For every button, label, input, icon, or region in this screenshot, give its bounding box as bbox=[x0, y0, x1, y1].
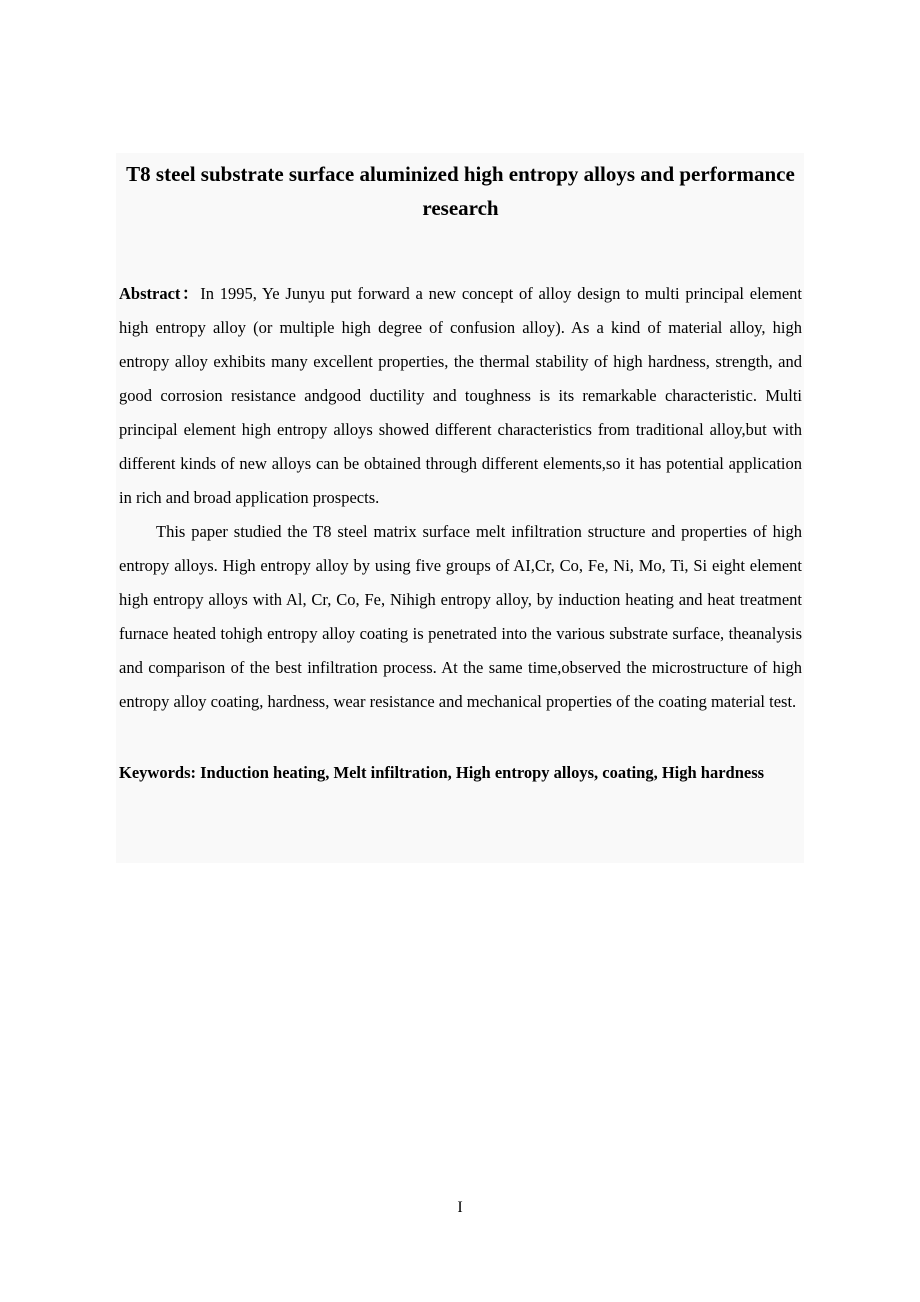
abstract-paragraph-1 bbox=[119, 277, 802, 515]
page-number: I bbox=[457, 1199, 463, 1216]
abstract-text-1: In 1995, Ye Junyu put forward a new concept of alloy design to multi principal element high entropy alloy (or multiple high degree of confusion alloy). As a kind of material alloy, high entropy alloy exhibits many excellent properties, the thermal stability of high hardness, strength, and good corrosion resistance andgood ductility and toughness is its remarkable characteristic. Multi principal element high entropy alloys showed different characteristics from traditional alloy,but with different kinds of new alloys can be obtained through different elements,so it has potential application in rich and broad application prospects. bbox=[119, 284, 802, 507]
document-title: T8 steel substrate surface aluminized high entropy alloys and performance research bbox=[126, 162, 795, 220]
abstract-label: Abstract： bbox=[119, 284, 201, 303]
keywords: Keywords: Induction heating, Melt infiltration, High entropy alloys, coating, High hardness bbox=[119, 763, 765, 782]
abstract-page-content bbox=[116, 153, 804, 863]
abstract-paragraph-2: This paper studied the T8 steel matrix surface melt infiltration structure and properties of high entropy alloys. High entropy alloy by using five groups of AI,Cr, Co, Fe, Ni, Mo, Ti, Si eight element high entropy alloys with Al, Cr, Co, Fe, Nihigh entropy alloy, by induction heating and heat treatment furnace heated tohigh entropy alloy coating is penetrated into the various substrate surface, theanalysis and comparison of the best infiltration process. At the same time,observed the microstructure of high entropy alloy coating, hardness, wear resistance and mechanical properties of the coating material test. bbox=[119, 522, 802, 711]
